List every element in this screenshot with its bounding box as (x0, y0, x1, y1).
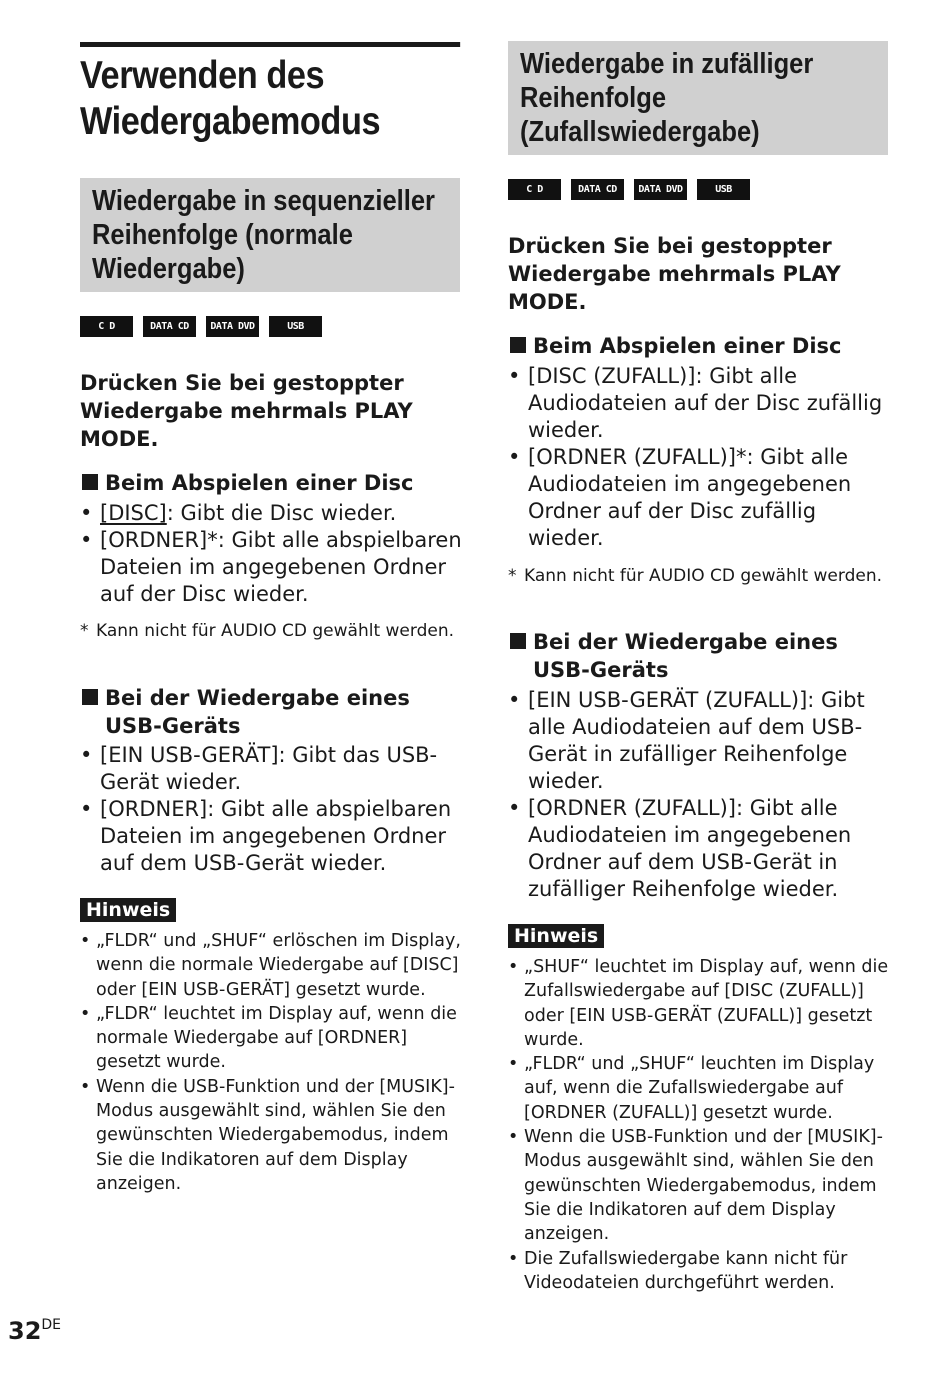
page-title-line-2: Wiedergabemodus (80, 100, 381, 143)
note-item: • Wenn die USB-Funktion und der [MUSIK]-Modus ausgewählt sind, wählen Sie den gewünschten Wiedergabemodus, indem Sie die Indikatoren auf dem Display anzeigen. (80, 1075, 464, 1196)
list-item: • [ORDNER]: Gibt alle abspielbaren Dateien im angegebenen Ordner auf dem USB-Gerät wieder. (80, 796, 470, 877)
media-badges (80, 316, 322, 337)
badge-data-cd: DATA CD (143, 316, 196, 337)
footnote-text: Kann nicht für AUDIO CD gewählt werden. (524, 566, 883, 586)
instruction-line-1: Drücken Sie bei gestoppter (508, 234, 832, 258)
subheading-disc-label: Beim Abspielen einer Disc (105, 471, 414, 495)
note-item: • Die Zufallswiedergabe kann nicht für Videodateien durchgeführt werden. (508, 1247, 892, 1296)
badge-usb: USB (269, 316, 322, 337)
section-title-line-3: Wiedergabe) (92, 253, 245, 285)
subheading-usb-line-2: USB-Geräts (105, 714, 241, 738)
subheading-disc (508, 332, 888, 360)
subheading-usb-line-1: Bei der Wiedergabe eines (105, 686, 410, 710)
square-bullet-icon (82, 689, 98, 705)
notes-list (508, 955, 892, 1295)
note-item: • Wenn die USB-Funktion und der [MUSIK]-Modus ausgewählt sind, wählen Sie den gewünschten Wiedergabemodus, indem Sie die Indikatoren auf dem Display anzeigen. (508, 1125, 892, 1246)
footnote-mark: * (508, 566, 517, 586)
page-number (8, 1310, 61, 1346)
notes-list (80, 929, 464, 1196)
square-bullet-icon (510, 633, 526, 649)
note-item: • „FLDR“ und „SHUF“ erlöschen im Display, wenn die normale Wiedergabe auf [DISC] oder [EIN USB-GERÄT] gesetzt wurde. (80, 929, 464, 1002)
badge-cd: C D (80, 316, 133, 337)
subheading-usb (508, 628, 888, 684)
subheading-usb-line-1: Bei der Wiedergabe eines (533, 630, 838, 654)
note-label: Hinweis (508, 924, 604, 948)
square-bullet-icon (82, 474, 98, 490)
instruction-line-3: MODE. (508, 290, 587, 314)
instruction-text (508, 232, 888, 316)
subheading-usb-line-2: USB-Geräts (533, 658, 669, 682)
badge-data-dvd: DATA DVD (206, 316, 259, 337)
section-title-line-2: Reihenfolge (520, 82, 667, 114)
instruction-line-1: Drücken Sie bei gestoppter (80, 371, 404, 395)
instruction-line-3: MODE. (80, 427, 159, 451)
section-title (520, 47, 890, 149)
list-item: • [DISC (ZUFALL)]: Gibt alle Audiodateien auf der Disc zufällig wieder. (508, 363, 898, 444)
note-item: • „FLDR“ und „SHUF“ leuchten im Display auf, wenn die Zufallswiedergabe auf [ORDNER (ZUFALL)] gesetzt wurde. (508, 1052, 892, 1125)
section-title-line-1: Wiedergabe in zufälliger (520, 48, 814, 80)
badge-data-dvd: DATA DVD (634, 179, 687, 200)
instruction-text (80, 369, 460, 453)
media-badges (508, 179, 750, 200)
mode-description: : Gibt die Disc wieder. (166, 501, 397, 525)
badge-data-cd: DATA CD (571, 179, 624, 200)
badge-cd: C D (508, 179, 561, 200)
list-item: • [ORDNER (ZUFALL)]: Gibt alle Audiodateien im angegebenen Ordner auf dem USB-Gerät in zufälliger Reihenfolge wieder. (508, 795, 898, 903)
list-item: • [ORDNER (ZUFALL)]*: Gibt alle Audiodateien im angegebenen Ordner auf der Disc zufällig wieder. (508, 444, 898, 552)
mode-key: [ORDNER]* (100, 528, 218, 552)
section-heading-normal-playback (80, 178, 460, 292)
mode-description: : Gibt alle abspielbaren Dateien im angegebenen Ordner auf der Disc wieder. (100, 528, 462, 606)
section-heading-shuffle-playback (508, 41, 888, 155)
footnote (508, 564, 888, 589)
subheading-usb (80, 684, 460, 740)
section-title-line-1: Wiedergabe in sequenzieller (92, 185, 435, 217)
disc-mode-list (508, 363, 898, 552)
page-language-suffix: DE (41, 1317, 62, 1333)
square-bullet-icon (510, 337, 526, 353)
badge-usb: USB (697, 179, 750, 200)
section-title-line-3: (Zufallswiedergabe) (520, 116, 760, 148)
usb-mode-list (508, 687, 898, 903)
page-number-value: 32 (8, 1317, 42, 1345)
disc-mode-list (80, 500, 470, 608)
instruction-line-2: Wiedergabe mehrmals PLAY (508, 262, 841, 286)
note-label: Hinweis (80, 898, 176, 922)
subheading-disc-label: Beim Abspielen einer Disc (533, 334, 842, 358)
usb-mode-list (80, 742, 470, 877)
list-item: • [EIN USB-GERÄT (ZUFALL)]: Gibt alle Audiodateien auf dem USB-Gerät in zufälliger Reihenfolge wieder. (508, 687, 898, 795)
footnote-text: Kann nicht für AUDIO CD gewählt werden. (96, 621, 455, 641)
list-item (80, 527, 470, 608)
page-title-line-1: Verwenden des (80, 54, 325, 97)
page-title (80, 42, 460, 145)
subheading-disc (80, 469, 460, 497)
list-item: • [EIN USB-GERÄT]: Gibt das USB-Gerät wieder. (80, 742, 470, 796)
note-item: • „SHUF“ leuchtet im Display auf, wenn die Zufallswiedergabe auf [DISC (ZUFALL)] oder [EIN USB-GERÄT (ZUFALL)] gesetzt wurde. (508, 955, 892, 1052)
section-title (92, 184, 462, 286)
mode-key: [DISC] (100, 501, 167, 525)
instruction-line-2: Wiedergabe mehrmals PLAY (80, 399, 413, 423)
section-title-line-2: Reihenfolge (normale (92, 219, 353, 251)
list-item (80, 500, 470, 527)
footnote (80, 619, 460, 644)
note-item: • „FLDR“ leuchtet im Display auf, wenn die normale Wiedergabe auf [ORDNER] gesetzt wurde. (80, 1002, 464, 1075)
footnote-mark: * (80, 621, 89, 641)
